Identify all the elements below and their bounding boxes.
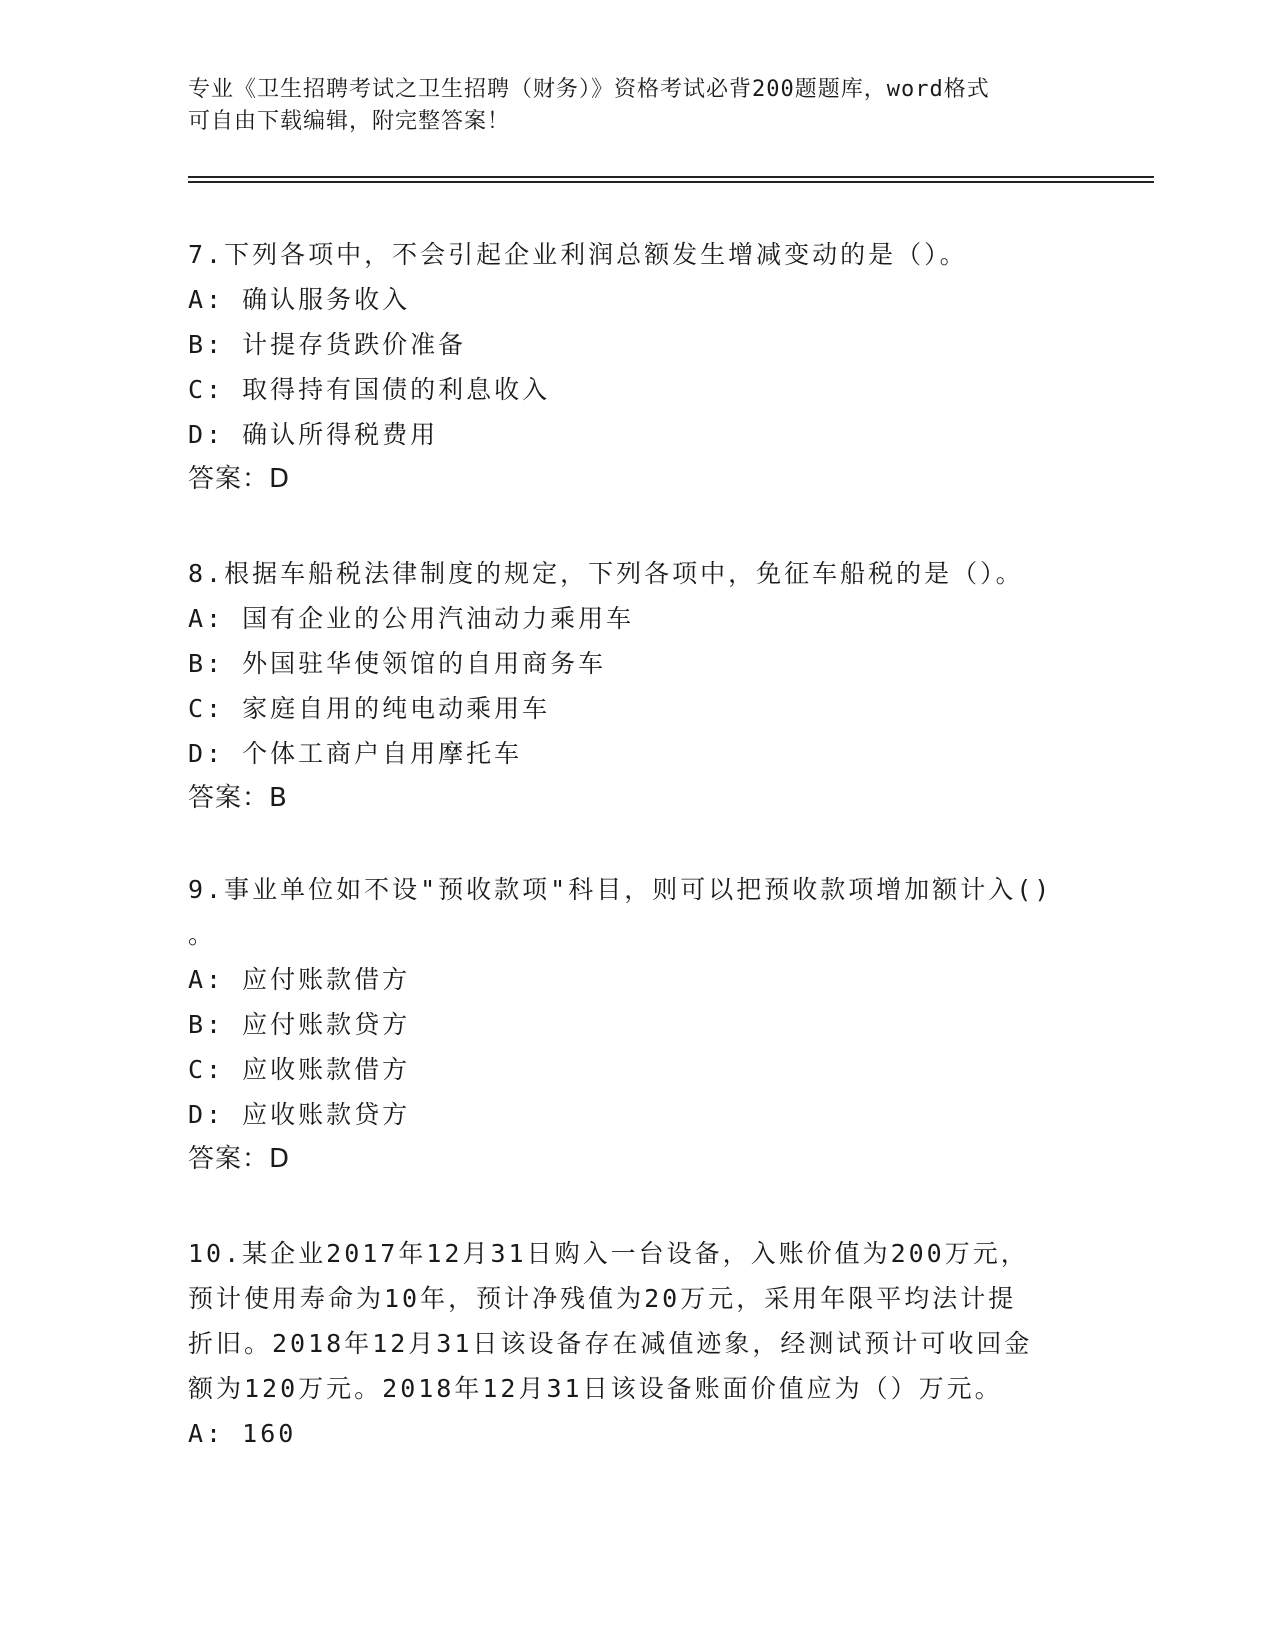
question-text: 8.根据车船税法律制度的规定，下列各项中，免征车船税的是（）。 xyxy=(188,559,1024,588)
question-text-continued: 折旧。2018年12月31日该设备存在减值迹象，经测试预计可收回金 xyxy=(188,1329,1033,1358)
answer: 答案：D xyxy=(188,1144,291,1174)
header-line-1: 专业《卫生招聘考试之卫生招聘（财务）》资格考试必背200题题库，word格式 xyxy=(188,77,990,102)
question-text-continued: 。 xyxy=(188,920,217,949)
question-9 xyxy=(188,867,1088,1182)
option-b: B: 应付账款贷方 xyxy=(188,1010,411,1039)
option-a: A: 应付账款借方 xyxy=(188,965,411,994)
option-b: B: 外国驻华使领馆的自用商务车 xyxy=(188,649,607,678)
answer: 答案：B xyxy=(188,783,288,813)
question-8 xyxy=(188,551,1088,821)
option-d: D: 确认所得税费用 xyxy=(188,420,439,449)
option-c: C: 家庭自用的纯电动乘用车 xyxy=(188,694,551,723)
question-text: 7.下列各项中，不会引起企业利润总额发生增减变动的是（）。 xyxy=(188,240,968,269)
question-10 xyxy=(188,1231,1088,1456)
option-a: A: 国有企业的公用汽油动力乘用车 xyxy=(188,604,635,633)
header-line-2: 可自由下载编辑，附完整答案！ xyxy=(188,109,511,134)
option-a: A: 确认服务收入 xyxy=(188,285,411,314)
option-a: A: 160 xyxy=(188,1419,297,1448)
question-text-continued: 预计使用寿命为10年，预计净残值为20万元，采用年限平均法计提 xyxy=(188,1284,1017,1313)
question-7 xyxy=(188,232,1088,502)
document-header xyxy=(188,74,1068,138)
option-c: C: 应收账款借方 xyxy=(188,1055,411,1084)
option-b: B: 计提存货跌价准备 xyxy=(188,330,467,359)
option-c: C: 取得持有国债的利息收入 xyxy=(188,375,551,404)
header-divider-top xyxy=(188,176,1154,178)
option-d: D: 应收账款贷方 xyxy=(188,1100,411,1129)
answer: 答案：D xyxy=(188,464,291,494)
question-text: 9.事业单位如不设"预收款项"科目，则可以把预收款项增加额计入() xyxy=(188,875,1053,904)
option-d: D: 个体工商户自用摩托车 xyxy=(188,739,523,768)
question-text: 10.某企业2017年12月31日购入一台设备，入账价值为200万元， xyxy=(188,1239,1029,1268)
question-text-continued: 额为120万元。2018年12月31日该设备账面价值应为（）万元。 xyxy=(188,1374,1003,1403)
header-divider-bottom xyxy=(188,181,1154,183)
